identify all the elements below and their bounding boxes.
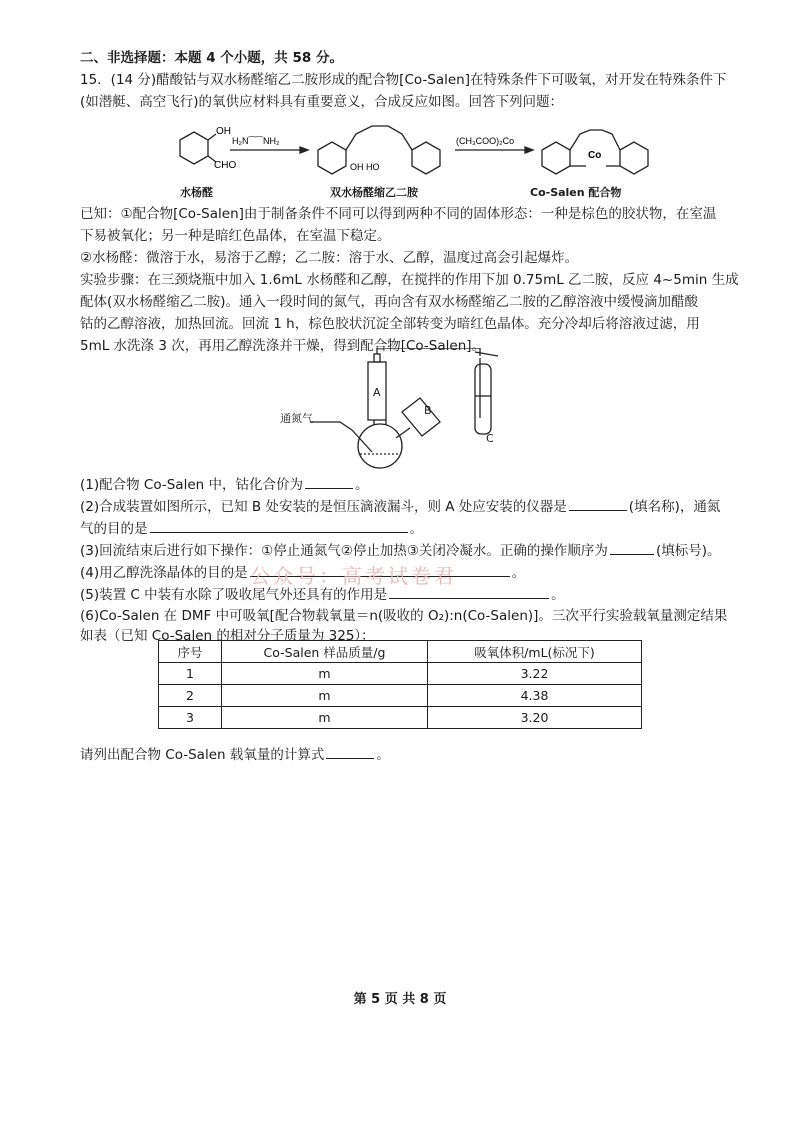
table-header-row [159, 641, 642, 663]
q15-intro-line2: (如潜艇、高空飞行)的氧供应材料具有重要意义，合成反应如图。回答下列问题： [80, 94, 564, 110]
answer-blank-2b[interactable] [150, 518, 408, 533]
table-cell: 2 [159, 685, 222, 707]
table-row [159, 663, 642, 685]
answer-blank-6[interactable] [326, 744, 374, 759]
table-cell: m [222, 685, 428, 707]
known-1a: 已知：①配合物[Co-Salen]由于制备条件不同可以得到两种不同的固体形态：一种是棕色的胶状物，在室温 [80, 206, 717, 222]
watermark: 公众号：高考试卷君 [250, 564, 457, 588]
sub-question-4: (4)用乙醇洗涤晶体的目的是 。 [80, 562, 760, 583]
known-1b: 下易被氧化；另一种是暗红色晶体，在室温下稳定。 [80, 228, 391, 244]
sub-question-2a: (2)合成装置如图所示，已知 B 处安装的是恒压滴液漏斗，则 A 处应安装的仪器是 (填名称)，通氮 [80, 496, 760, 517]
oxygen-uptake-table [158, 640, 642, 729]
salicylaldehyde-label: 水杨醛 [180, 186, 213, 199]
sub-question-6c: 请列出配合物 Co-Salen 载氧量的计算式 。 [80, 744, 760, 765]
label-c: C [486, 432, 494, 445]
answer-blank-2a[interactable] [569, 496, 627, 511]
steps-3: 钴的乙醇溶液，加热回流。回流 1 h，棕色胶状沉淀全部转变为暗红色晶体。充分冷却后将溶液过滤，用 [80, 316, 700, 332]
answer-blank-1[interactable] [305, 474, 353, 489]
table-cell: 3.20 [428, 707, 642, 729]
apparatus-diagram [280, 348, 520, 473]
table-cell: 1 [159, 663, 222, 685]
table-cell: 4.38 [428, 685, 642, 707]
table-row [159, 707, 642, 729]
steps-1: 实验步骤：在三颈烧瓶中加入 1.6mL 水杨醛和乙醇，在搅拌的作用下加 0.75mL 乙二胺，反应 4~5min 生成 [80, 272, 739, 288]
reaction-scheme [150, 120, 650, 200]
sub-question-6b: 如表（已知 Co-Salen 的相对分子质量为 325）： [80, 628, 375, 644]
reaction-scheme-drawing [150, 120, 650, 184]
steps-2: 配体(双水杨醛缩乙二胺)。通入一段时间的氮气，再向含有双水杨醛缩乙二胺的乙醇溶液中缓慢滴加醋酸 [80, 294, 699, 310]
section-title: 二、非选择题：本题 4 个小题，共 58 分。 [80, 50, 343, 66]
table-header-cell: Co-Salen 样品质量/g [222, 641, 428, 663]
table-cell: 3.22 [428, 663, 642, 685]
sub-question-6a: (6)Co-Salen 在 DMF 中可吸氧[配合物载氧量＝n(吸收的 O₂):n(Co-Salen)]。三次平行实验载氧量测定结果 [80, 608, 728, 624]
label-a: A [373, 386, 381, 399]
nitrogen-inlet-label: 通氮气 [280, 412, 313, 425]
co-label: Co [588, 150, 602, 161]
answer-blank-3[interactable] [610, 540, 654, 555]
table-header-cell: 吸氧体积/mL(标况下) [428, 641, 642, 663]
table-cell: m [222, 663, 428, 685]
cho-label: CHO [214, 160, 237, 171]
oh-ho-label: OH HO [350, 162, 380, 172]
sub-question-5: (5)装置 C 中装有水除了吸收尾气外还具有的作用是 。 [80, 584, 760, 605]
q15-intro-line1: 15．(14 分)醋酸钴与双水杨醛缩乙二胺形成的配合物[Co-Salen]在特殊条件下可吸氧，对开发在特殊条件下 [80, 72, 727, 88]
table-cell: 3 [159, 707, 222, 729]
oh-label: OH [216, 126, 231, 137]
steps-4: 5mL 水洗涤 3 次，再用乙醇洗涤并干燥，得到配合物[Co-Salen]。 [80, 338, 486, 354]
reagent-cobalt-acetate: (CH₃COO)₂Co [456, 136, 515, 146]
page-footer: 第 5 页 共 8 页 [353, 992, 447, 1007]
product-label: Co-Salen 配合物 [530, 186, 622, 199]
table-cell: m [222, 707, 428, 729]
sub-question-2b: 气的目的是 。 [80, 518, 760, 539]
table-row [159, 685, 642, 707]
apparatus-drawing [280, 348, 520, 473]
ligand-label: 双水杨醛缩乙二胺 [330, 186, 418, 199]
reagent-ethylenediamine: H₂N⁀⁀NH₂ [232, 136, 280, 146]
known-2: ②水杨醛：微溶于水，易溶于乙醇；乙二胺：溶于水、乙醇，温度过高会引起爆炸。 [80, 250, 579, 266]
sub-question-1: (1)配合物 Co-Salen 中，钴化合价为 。 [80, 474, 760, 495]
label-b: B [424, 404, 432, 417]
sub1-text: (1)配合物 Co-Salen 中，钴化合价为 [80, 477, 303, 493]
table-header-cell: 序号 [159, 641, 222, 663]
sub-question-3: (3)回流结束后进行如下操作：①停止通氮气②停止加热③关闭冷凝水。正确的操作顺序为 (填标号)。 [80, 540, 760, 561]
